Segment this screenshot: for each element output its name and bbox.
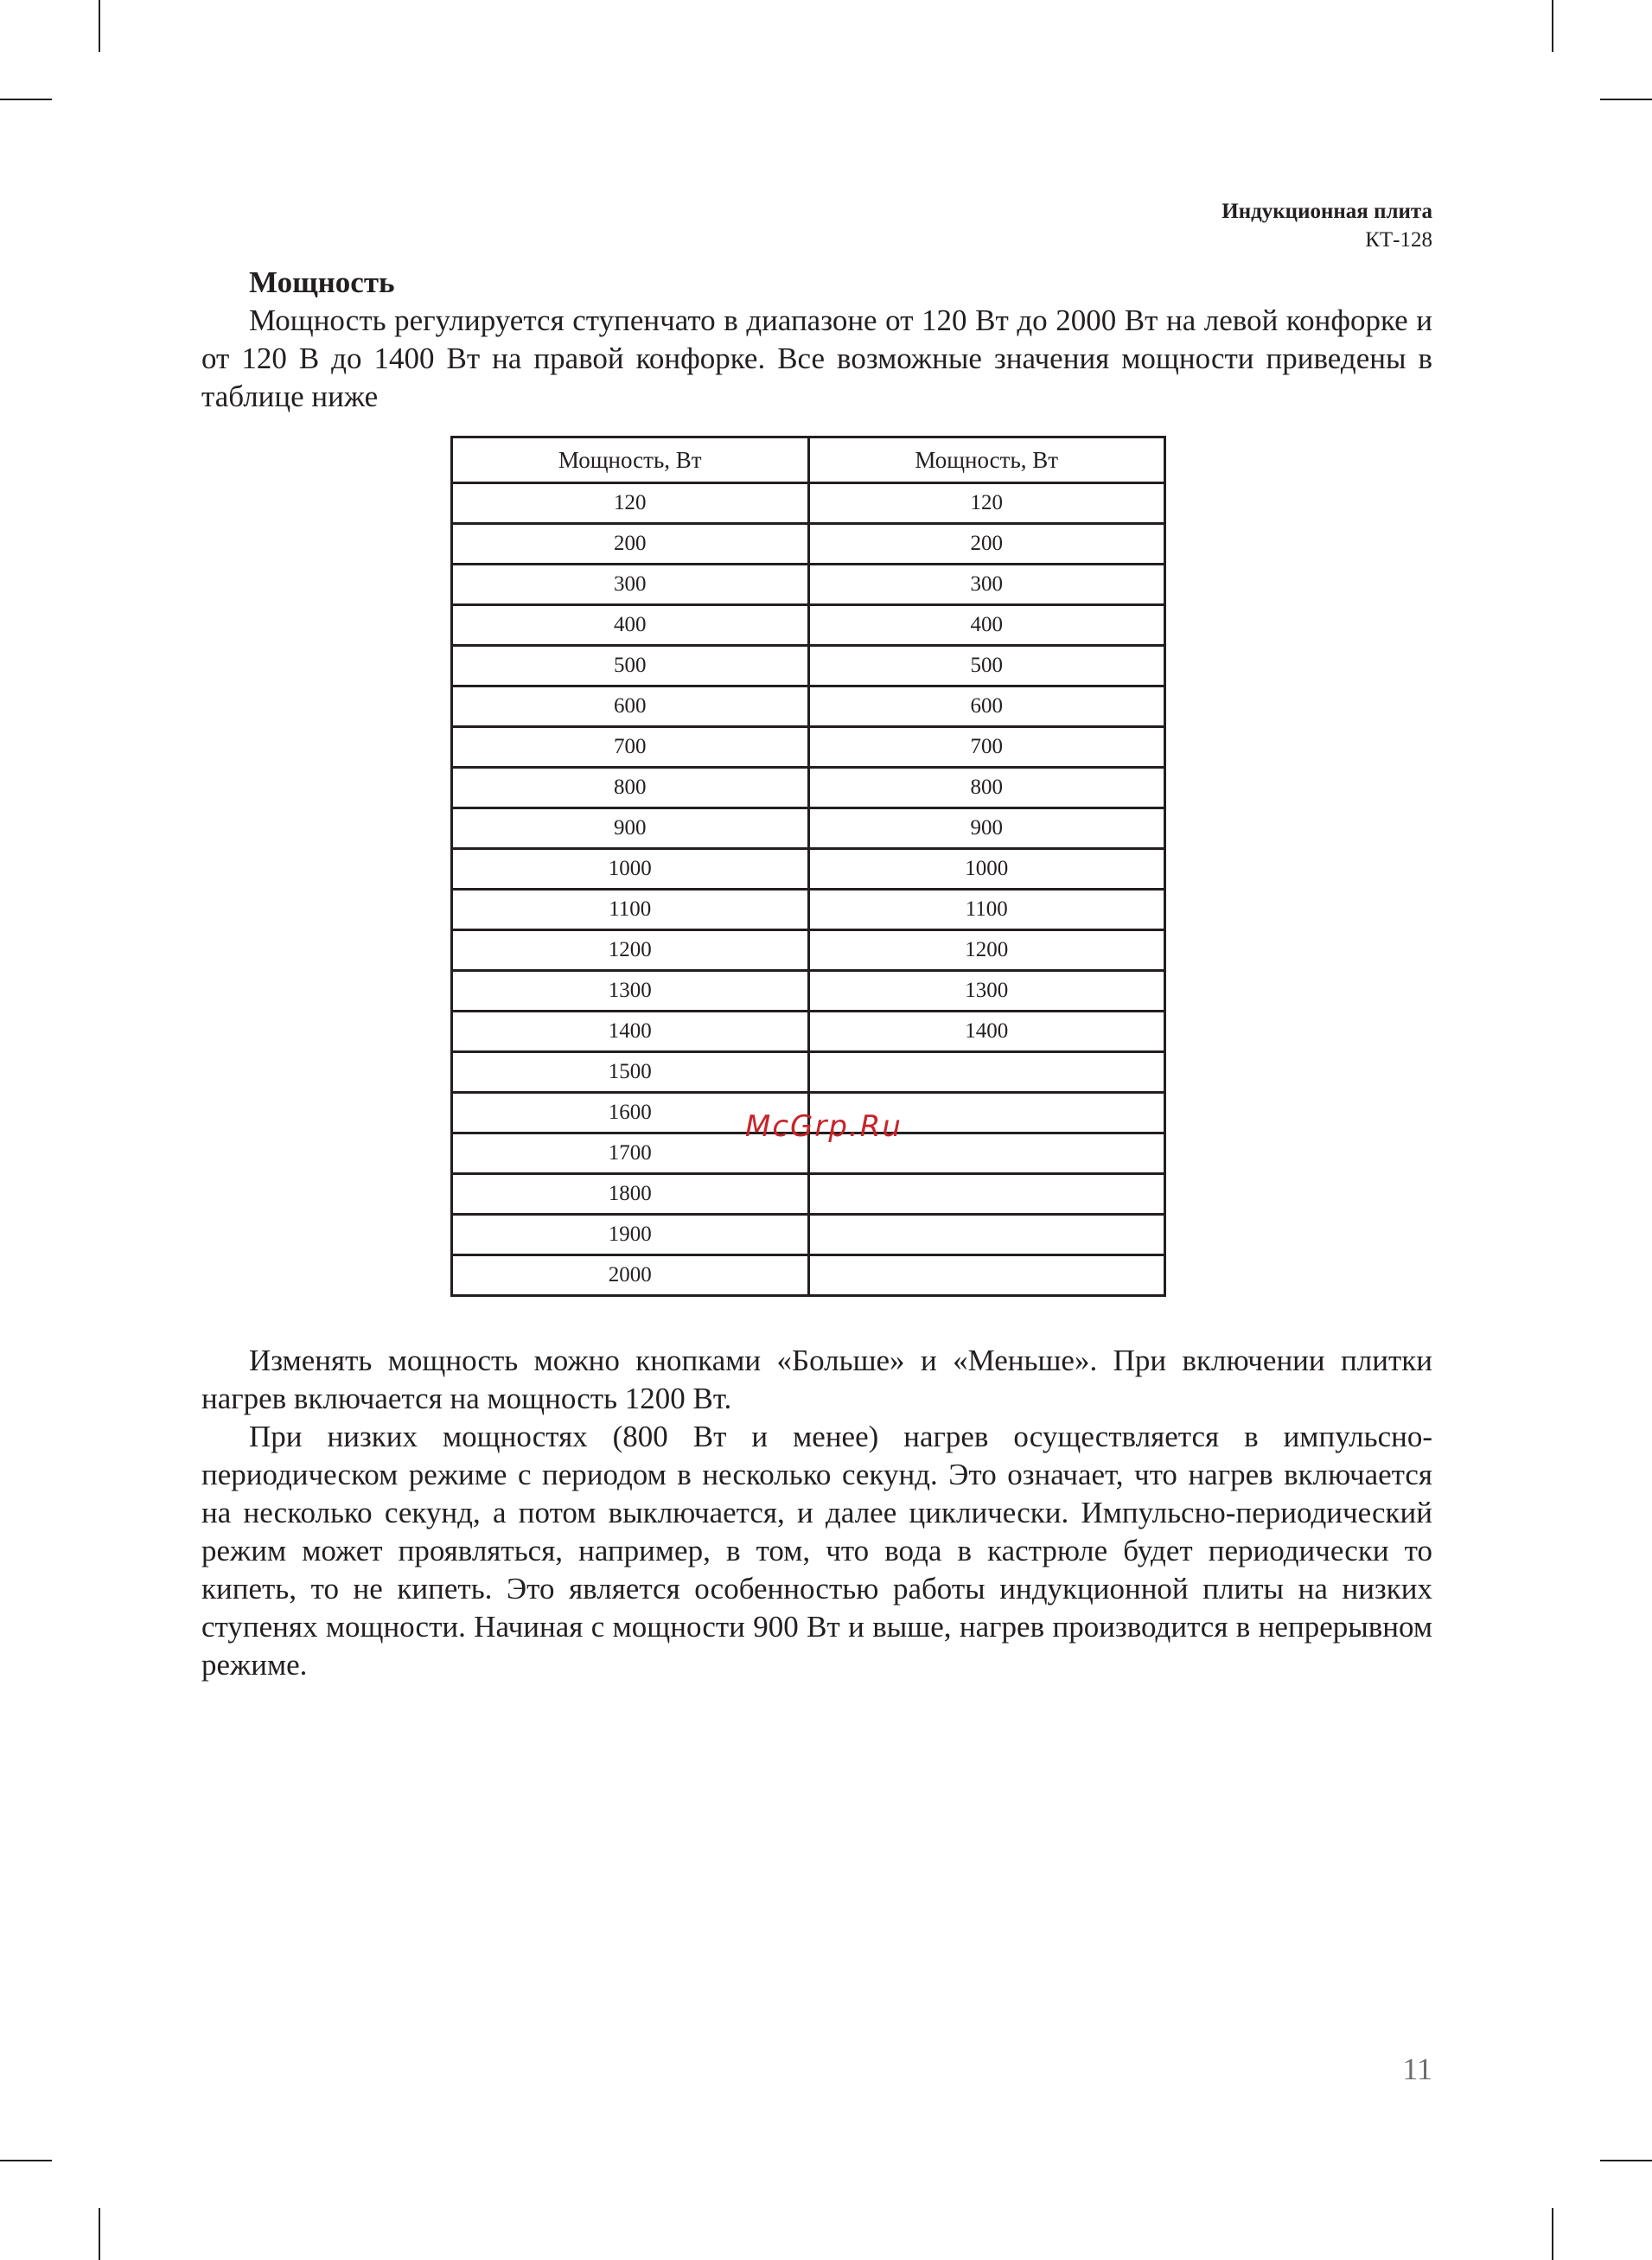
right-burner-power-cell: 1000: [808, 849, 1165, 890]
crop-mark: [1552, 0, 1553, 52]
power-table: [450, 436, 1166, 1297]
left-burner-power-cell: 300: [452, 565, 809, 605]
right-burner-power-cell: [808, 1215, 1165, 1255]
left-burner-power-cell: 800: [452, 768, 809, 808]
section-heading: Мощность: [249, 265, 395, 299]
right-burner-power-cell: 1100: [808, 890, 1165, 930]
body-text: [201, 1342, 1432, 1684]
crop-mark: [1600, 2160, 1652, 2161]
left-burner-power-cell: 1800: [452, 1174, 809, 1215]
left-burner-power-cell: 1200: [452, 930, 809, 971]
table-row: [452, 646, 1165, 686]
table-header-row: [452, 437, 1165, 483]
left-burner-power-cell: 600: [452, 686, 809, 727]
right-burner-power-cell: 500: [808, 646, 1165, 686]
left-burner-power-cell: 1300: [452, 971, 809, 1012]
power-table-body: [452, 483, 1165, 1296]
left-burner-power-cell: 900: [452, 808, 809, 849]
table-row: [452, 524, 1165, 565]
crop-mark: [1552, 2208, 1553, 2260]
right-burner-power-cell: 300: [808, 565, 1165, 605]
left-burner-power-cell: 1900: [452, 1215, 809, 1255]
page-content: [201, 264, 1432, 1684]
paragraph-buttons: Изменять мощность можно кнопками «Больше» и «Меньше». При включении плитки нагрев включается на мощность 1200 Вт.: [201, 1344, 1432, 1415]
table-row: [452, 727, 1165, 768]
table-row: [452, 1052, 1165, 1093]
column-header-left: Мощность, Вт: [452, 437, 809, 483]
left-burner-power-cell: 1000: [452, 849, 809, 890]
table-row: [452, 1215, 1165, 1255]
crop-mark: [0, 2160, 52, 2161]
table-row: [452, 768, 1165, 808]
table-row: [452, 890, 1165, 930]
left-burner-power-cell: 1100: [452, 890, 809, 930]
left-burner-power-cell: 500: [452, 646, 809, 686]
table-row: [452, 483, 1165, 524]
table-row: [452, 686, 1165, 727]
crop-mark: [99, 0, 100, 52]
left-burner-power-cell: 1500: [452, 1052, 809, 1093]
table-row: [452, 1174, 1165, 1215]
left-burner-power-cell: 700: [452, 727, 809, 768]
header-model: КТ-128: [1365, 228, 1432, 252]
table-row: [452, 930, 1165, 971]
right-burner-power-cell: 400: [808, 605, 1165, 646]
left-burner-power-cell: 1400: [452, 1012, 809, 1052]
right-burner-power-cell: 1200: [808, 930, 1165, 971]
left-burner-power-cell: 1600: [452, 1093, 809, 1133]
watermark: McGrp.Ru: [745, 1109, 903, 1144]
table-row: [452, 971, 1165, 1012]
crop-mark: [0, 99, 52, 100]
right-burner-power-cell: [808, 1174, 1165, 1215]
table-row: [452, 1255, 1165, 1296]
right-burner-power-cell: 600: [808, 686, 1165, 727]
left-burner-power-cell: 1700: [452, 1133, 809, 1174]
table-row: [452, 849, 1165, 890]
crop-mark: [99, 2208, 100, 2260]
right-burner-power-cell: 120: [808, 483, 1165, 524]
left-burner-power-cell: 2000: [452, 1255, 809, 1296]
crop-mark: [1600, 99, 1652, 100]
table-row: [452, 605, 1165, 646]
right-burner-power-cell: 1300: [808, 971, 1165, 1012]
right-burner-power-cell: 900: [808, 808, 1165, 849]
left-burner-power-cell: 120: [452, 483, 809, 524]
right-burner-power-cell: 700: [808, 727, 1165, 768]
left-burner-power-cell: 200: [452, 524, 809, 565]
left-burner-power-cell: 400: [452, 605, 809, 646]
table-row: [452, 565, 1165, 605]
running-header: [1221, 197, 1432, 254]
paragraph-pulse-mode: При низких мощностях (800 Вт и менее) нагрев осуществляется в импульсно-периодическом режиме с периодом в несколько секунд. Это означает, что нагрев включается на несколько секунд, а потом выключается, и далее циклически. Импульсно-периодический режим может проявляться, например, в том, что вода в кастрюле будет периодически то кипеть, то не кипеть. Это является особенностью работы индукционной плиты на низких ступенях мощности. Начиная с мощности 900 Вт и выше, нагрев производится в непрерывном режиме.: [201, 1420, 1432, 1682]
right-burner-power-cell: 800: [808, 768, 1165, 808]
right-burner-power-cell: [808, 1052, 1165, 1093]
intro-paragraph: Мощность регулируется ступенчато в диапазоне от 120 Вт до 2000 Вт на левой конфорке и от 120 В до 1400 Вт на правой конфорке. Все возможные значения мощности приведены в таблице ниже: [201, 303, 1432, 413]
page-number: 11: [1402, 2052, 1432, 2086]
header-title: Индукционная плита: [1221, 200, 1432, 223]
table-row: [452, 808, 1165, 849]
table-row: [452, 1012, 1165, 1052]
right-burner-power-cell: 1400: [808, 1012, 1165, 1052]
right-burner-power-cell: 200: [808, 524, 1165, 565]
right-burner-power-cell: [808, 1255, 1165, 1296]
column-header-right: Мощность, Вт: [808, 437, 1165, 483]
